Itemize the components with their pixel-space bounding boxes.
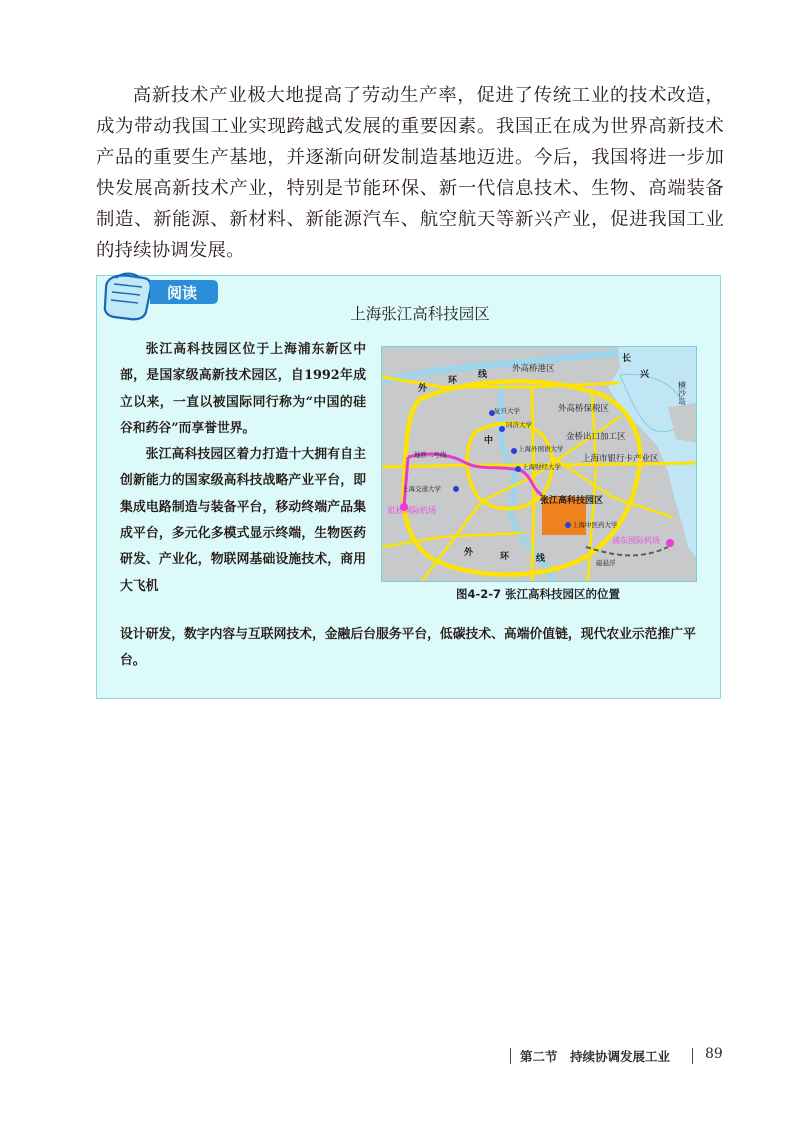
badge-label: 阅读 [166,284,198,302]
label-tongji: 同济大学 [506,421,532,429]
label-wai: 外 [418,384,428,394]
reading-title: 上海张江高科技园区 [350,305,490,323]
reading-paragraph-2: 张江高科技园区着力打造十大拥有自主创新能力的国家级高科技战略产业平台，即集成电路制造与装备平台，移动终端产品集成平台，多元化多模式显示终端，生物医药研发、产业化，物联网基础设施技术，商用大飞机 [120,447,366,594]
footer-divider-left [510,1048,511,1064]
label-jiaoda: 上海交通大学 [402,485,441,493]
footer-divider-right [692,1048,693,1064]
label-caijing: 上海财经大学 [522,463,561,471]
page-footer [500,1046,730,1066]
label-xian-south: 线 [536,554,546,564]
label-shisu: 上海外国语大学 [518,445,564,453]
footer-section-title: 第二节 持续协调发展工业 [520,1049,671,1064]
page-number: 89 [705,1046,723,1062]
label-pudong: 浦东国际机场 [612,536,660,545]
label-huan: 环 [448,376,458,386]
label-yinhangka: 上海市银行卡产业区 [582,454,659,464]
label-chang: 长 [622,354,632,364]
label-huan-south: 环 [500,552,510,562]
map-caption: 图4-2-7 张江高科技园区的位置 [455,587,621,601]
label-zhangjiang: 张江高科技园区 [540,496,604,506]
label-metro2: 地铁二号线 [414,451,447,459]
label-zhongyi: 上海中医药大学 [572,521,618,529]
label-fudan: 复旦大学 [494,407,520,415]
label-jinqiao: 金桥出口加工区 [566,432,626,442]
label-zhong: 中 [484,436,494,446]
label-xian: 线 [478,370,488,380]
pudong-airport-icon [666,539,674,547]
reading-text-column [120,337,366,600]
book-icon [105,274,151,320]
label-waigaoqiao-bonded: 外高桥保税区 [558,404,610,414]
label-hongqiao: 虹桥国际机场 [388,506,436,515]
reading-paragraph-1: 张江高科技园区位于上海浦东新区中部，是国家级高新技术园区，自1992年成立以来，一直以被国际同行称为“中国的硅谷和药谷”而享誉世界。 [120,342,366,436]
label-xing: 兴 [640,370,650,380]
label-hengsha: 横沙岛 [677,381,687,405]
label-maglev: 磁悬浮 [596,559,616,567]
intro-paragraph: 高新技术产业极大地提高了劳动生产率，促进了传统工业的技术改造，成为带动我国工业实现跨越式发展的重要因素。我国正在成为世界高新技术产品的重要生产基地，并逐渐向研发制造基地迈进。今后，我国将进一步加快发展高新技术产业，特别是节能环保、新一代信息技术、生物、高端装备制造、新能源、新材料、新能源汽车、航空航天等新兴产业，促进我国工业的持续协调发展。 [96,85,724,261]
label-wai-south: 外 [464,548,474,558]
zhangjiang-location-map [381,346,697,582]
label-waigaoqiao-port: 外高桥港区 [512,364,555,374]
reading-badge [100,266,220,322]
reading-paragraph-2-continued: 设计研发，数字内容与互联网技术，金融后台服务平台，低碳技术、高端价值链，现代农业示范推广平台。 [120,627,696,669]
